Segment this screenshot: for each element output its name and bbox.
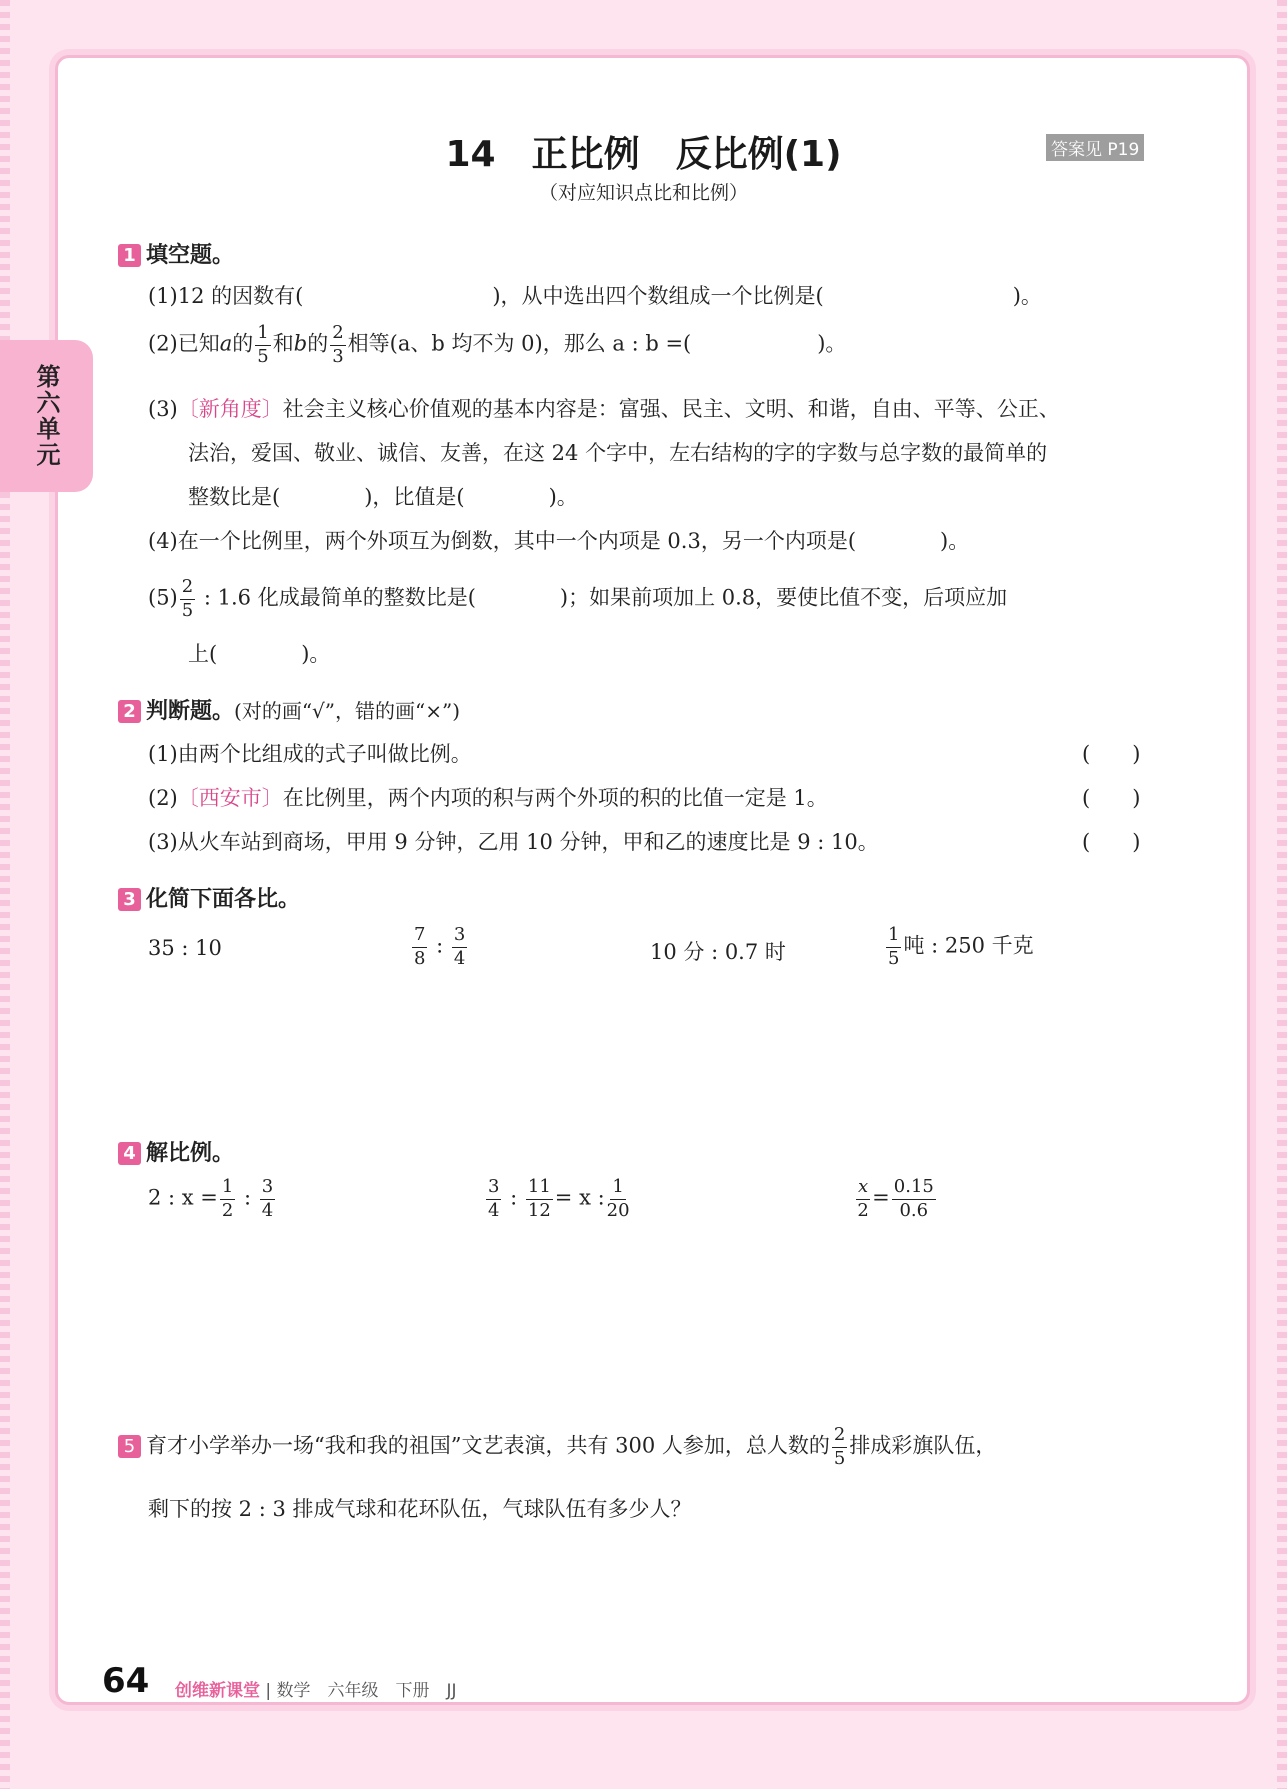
right-border-stripe [1277, 0, 1287, 1789]
ratio-expression-2 [410, 924, 469, 970]
answer-blank: ( ) [1082, 742, 1141, 766]
answer-blank: ( ) [1082, 786, 1141, 810]
question-1-2 [148, 322, 846, 368]
numerator: 1 [220, 1176, 235, 1200]
source-tag: 〔新角度〕 [177, 397, 283, 421]
fraction [856, 1176, 870, 1222]
section-note: (对的画“√”，错的画“×”) [234, 699, 461, 723]
fraction [526, 1176, 553, 1222]
numerator: 0.15 [892, 1176, 936, 1200]
question-1-5-line-2: 上( )。 [188, 642, 331, 666]
text: (2)已知 [148, 331, 220, 356]
brand-name: 创维新课堂 [175, 1681, 260, 1701]
proportion-equation-2 [484, 1176, 632, 1222]
fraction [886, 924, 901, 970]
numerator: 1 [610, 1176, 625, 1200]
footer-info [175, 1676, 457, 1701]
text: (3) [148, 397, 178, 421]
ratio-sign: : [237, 1185, 258, 1210]
proportion-equation-1 [148, 1176, 277, 1222]
source-tag: 〔西安市〕 [177, 786, 283, 810]
fraction [220, 1176, 235, 1222]
page-number: 64 [102, 1661, 150, 1701]
text: = x : [554, 1185, 605, 1210]
text: 育才小学举办一场“我和我的祖国”文艺表演，共有 300 人参加，总人数的 [146, 1433, 830, 1458]
denominator: 4 [453, 947, 466, 969]
text: (5) [148, 585, 178, 610]
denominator: 12 [527, 1199, 551, 1221]
numerator: 3 [452, 924, 467, 948]
fraction [260, 1176, 275, 1222]
left-border-stripe [0, 0, 10, 1789]
denominator: 0.6 [899, 1199, 929, 1221]
fraction [452, 924, 467, 970]
text: 的 [232, 331, 254, 356]
question-1-3-line-3: 整数比是( )，比值是( )。 [188, 485, 578, 509]
fraction [832, 1424, 847, 1470]
unit-tab: 第六单元 [0, 340, 93, 492]
ratio-sign: : [503, 1185, 524, 1210]
section-3-heading [118, 882, 300, 913]
numerator: 2 [832, 1424, 847, 1448]
text: 相等(a、b 均不为 0)，那么 a : b =( )。 [347, 331, 847, 356]
denominator: 3 [332, 345, 344, 367]
ratio-expression-1: 35 : 10 [148, 936, 222, 960]
denominator: 2 [221, 1199, 234, 1221]
text: (2) [148, 786, 178, 810]
fraction [412, 924, 427, 970]
section-title: 判断题。 [146, 699, 235, 724]
denominator: 4 [488, 1199, 500, 1221]
numerator: 2 [330, 322, 345, 346]
question-5-line-2: 剩下的按 2 : 3 排成气球和花环队伍，气球队伍有多少人？ [148, 1497, 692, 1521]
section-1-heading [118, 238, 234, 269]
denominator: 2 [857, 1199, 869, 1221]
text: 社会主义核心价值观的基本内容是：富强、民主、文明、和谐，自由、平等、公正、 [282, 397, 1060, 421]
proportion-equation-3 [854, 1176, 938, 1222]
text: 吨 : 250 千克 [903, 933, 1034, 958]
numerator: 3 [486, 1176, 501, 1200]
denominator: 5 [181, 599, 194, 621]
fraction [486, 1176, 501, 1222]
denominator: 4 [261, 1199, 274, 1221]
fraction [180, 576, 195, 622]
section-title: 填空题。 [146, 243, 235, 268]
numerator: 1 [255, 322, 270, 346]
ratio-expression-3: 10 分 : 0.7 时 [650, 940, 786, 964]
question-1-1: (1)12 的因数有( )，从中选出四个数组成一个比例是( )。 [148, 284, 1042, 308]
answer-blank: ( ) [1082, 830, 1141, 854]
numerator: 11 [526, 1176, 553, 1200]
section-title: 化简下面各比。 [146, 887, 301, 912]
variable: a [219, 331, 233, 356]
numerator: 7 [412, 924, 427, 948]
fraction [892, 1176, 936, 1222]
section-number: 3 [118, 888, 141, 911]
numerator: 2 [180, 576, 195, 600]
text: : 1.6 化成最简单的整数比是( )；如果前项加上 0.8，要使比值不变，后项应加 [197, 585, 1008, 610]
question-5-line-1 [118, 1424, 996, 1470]
denominator: 5 [833, 1447, 846, 1469]
question-1-3-line-1 [148, 393, 1060, 423]
text: 排成彩旗队伍， [849, 1433, 997, 1458]
ratio-sign: : [429, 933, 450, 958]
denominator: 20 [606, 1199, 630, 1221]
section-title: 解比例。 [146, 1141, 235, 1166]
numerator: x [856, 1176, 870, 1200]
section-number: 2 [118, 700, 141, 723]
section-2-heading [118, 694, 460, 725]
equals-sign: = [872, 1185, 890, 1210]
text: 2 : x = [148, 1185, 218, 1210]
text: 在比例里，两个内项的积与两个外项的积的比值一定是 1。 [282, 786, 828, 810]
section-number: 4 [118, 1142, 141, 1165]
denominator: 5 [257, 345, 269, 367]
question-1-3-line-2: 法治，爱国、敬业、诚信、友善，在这 24 个字中，左右结构的字的字数与总字数的最简单的 [188, 441, 1048, 465]
fraction [607, 1176, 630, 1222]
variable: b [293, 331, 308, 356]
numerator: 1 [886, 924, 901, 948]
text: 的 [307, 331, 329, 356]
fraction [330, 322, 345, 368]
denominator: 8 [414, 947, 426, 969]
section-number: 5 [118, 1435, 141, 1458]
text: 和 [272, 331, 294, 356]
fraction [255, 322, 270, 368]
numerator: 3 [260, 1176, 275, 1200]
page-title: 14 正比例 反比例(1) [445, 134, 842, 175]
page-subtitle: （对应知识点比和比例） [538, 182, 748, 204]
question-2-1: (1)由两个比组成的式子叫做比例。 [148, 742, 472, 766]
denominator: 5 [888, 947, 900, 969]
question-2-3: (3)从火车站到商场，甲用 9 分钟，乙用 10 分钟，甲和乙的速度比是 9 : 10。 [148, 830, 879, 854]
ratio-expression-4 [884, 924, 1034, 970]
book-info: | 数学 六年级 下册 JJ [260, 1681, 457, 1701]
section-4-heading [118, 1136, 234, 1167]
question-2-2 [148, 782, 828, 812]
answer-reference-badge: 答案见 P19 [1046, 134, 1144, 161]
question-1-5-line-1 [148, 576, 1007, 622]
question-1-4: (4)在一个比例里，两个外项互为倒数，其中一个内项是 0.3，另一个内项是( )。 [148, 529, 970, 553]
section-number: 1 [118, 244, 141, 267]
